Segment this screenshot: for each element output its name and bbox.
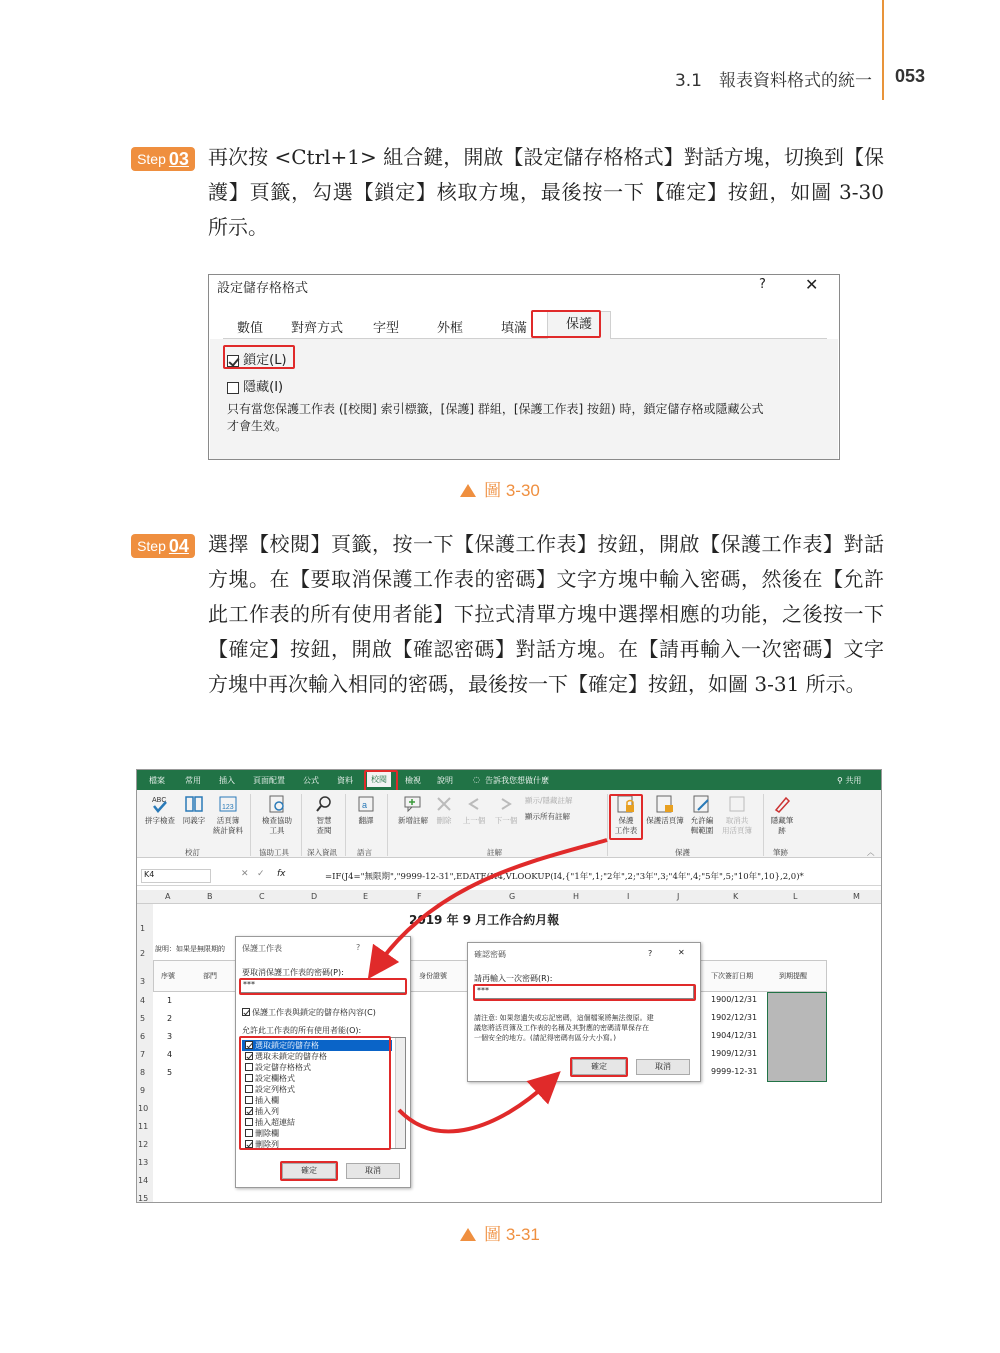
protect-contents-label: 保護工作表與鎖定的儲存格內容(C) [252, 1008, 376, 1017]
ribbon-separator [345, 794, 346, 856]
confirm-password-input[interactable]: *** [474, 985, 694, 999]
sheet-title: 2019 年 9 月工作合約月報 [409, 913, 560, 927]
header-id: 身份證號 [419, 972, 447, 980]
tab-home[interactable]: 常用 [185, 776, 201, 785]
cancel-icon[interactable]: ✕ [241, 869, 249, 879]
caution-line-3: 一個安全的地方。(請記得密碼有區分大小寫。) [474, 1034, 616, 1042]
group-protect: 保護 [675, 848, 690, 857]
note-line-1: 只有當您保護工作表 ([校閱] 索引標籤，[保護] 群組，[保護工作表] 按鈕) 時，鎖定儲存格或隱藏公式 [227, 402, 764, 416]
smart-lookup-button[interactable]: 智慧 查閱 [307, 794, 341, 836]
close-icon[interactable]: ✕ [805, 275, 819, 294]
date-5[interactable]: 9999-12-31 [711, 1067, 758, 1076]
format-cells-dialog [208, 274, 840, 460]
svg-text:a: a [362, 800, 368, 810]
tell-me-box[interactable]: 告訴我您想做什麼 [485, 776, 549, 785]
col-h[interactable]: H [573, 892, 580, 901]
tab-review[interactable]: 校閱 [367, 772, 391, 787]
lock-workbook-icon [655, 794, 675, 814]
share-button[interactable]: ⚲ 共用 [837, 776, 862, 785]
date-1[interactable]: 1900/12/31 [711, 995, 758, 1004]
check-accessibility-button[interactable]: 檢查協助 工具 [255, 794, 299, 836]
password-label: 要取消保護工作表的密碼(P): [242, 968, 344, 977]
highlight-protect-sheet [609, 794, 643, 840]
col-c[interactable]: C [259, 892, 265, 901]
seq-3[interactable]: 3 [167, 1032, 173, 1041]
protect-workbook-button[interactable]: 保護活頁簿 [645, 794, 685, 826]
dialog-tabs [223, 313, 827, 339]
protect-sheet-dialog [235, 936, 411, 1188]
highlight-protection-tab [531, 310, 601, 338]
triangle-icon [460, 484, 476, 497]
stats-icon [218, 794, 238, 814]
highlight-confirm-input [473, 984, 696, 1001]
ribbon-separator [763, 794, 764, 856]
protection-panel [210, 339, 838, 459]
step-number: 04 [168, 535, 189, 556]
row-15[interactable]: 15 [138, 1194, 149, 1203]
row-12[interactable]: 12 [138, 1140, 149, 1149]
note-line-2: 才會生效。 [227, 419, 288, 433]
highlight-locked [223, 345, 295, 369]
translate-icon [356, 794, 376, 814]
arrow-left-icon [464, 794, 484, 814]
allow-edit-ranges-button[interactable]: 允許編 輯範圍 [687, 794, 717, 836]
show-hide-comment-button[interactable]: 顯示/隱藏註解 [525, 796, 573, 805]
help-icon[interactable]: ? [356, 943, 361, 952]
spellcheck-icon [150, 794, 170, 814]
list-scrollbar[interactable] [395, 1038, 405, 1148]
arrow-to-confirm-dialog [399, 1082, 549, 1131]
group-language: 語言 [357, 848, 372, 857]
caption-text: 圖 3-30 [484, 481, 540, 500]
row-8[interactable]: 8 [140, 1068, 146, 1077]
next-comment-button[interactable]: 下一個 [491, 794, 521, 826]
search-icon [314, 794, 334, 814]
row-4[interactable]: 4 [140, 996, 146, 1005]
tab-protection[interactable]: 保護 [547, 311, 611, 339]
permission-label: 刪除列 [255, 1140, 279, 1149]
seq-1[interactable]: 1 [167, 996, 173, 1005]
seq-4[interactable]: 4 [167, 1050, 173, 1059]
row-2[interactable]: 2 [140, 949, 146, 958]
ribbon-separator [301, 794, 302, 856]
ribbon-separator [250, 794, 251, 856]
delete-icon [434, 794, 454, 814]
help-icon[interactable]: ? [648, 949, 653, 958]
header-dept: 部門 [203, 972, 217, 980]
highlight-review-tab [364, 770, 398, 792]
page-number: 053 [895, 66, 926, 86]
confirm-password-dialog [467, 942, 701, 1082]
hidden-option[interactable] [227, 376, 283, 395]
header-seq: 序號 [161, 972, 175, 980]
tab-view[interactable]: 檢視 [405, 776, 421, 785]
tab-data[interactable]: 資料 [337, 776, 353, 785]
tab-page-layout[interactable]: 頁面配置 [253, 776, 285, 785]
caution-line-1: 請注意: 如果您遺失或忘記密碼，這個檔案將無法復原。建 [474, 1014, 654, 1022]
group-accessibility: 協助工具 [259, 848, 289, 857]
triangle-icon [460, 1228, 476, 1241]
step-04-text: 選擇【校閱】頁籤，按一下【保護工作表】按鈕，開啟【保護工作表】對話方塊。在【要取消保護工作表的密碼】文字方塊中輸入密碼，然後在【允許此工作表的所有使用者能】下拉式清單方塊中選擇相應的功能，之後按一下【確定】按鈕，開啟【確認密碼】對話方塊。在【請再輸入一次密碼】文字方塊中再次輸入相同的密碼，最後按一下【確定】按鈕，如圖 3-31 所示。 [208, 532, 884, 696]
running-header: 3.1 報表資料格式的統一 [674, 71, 872, 91]
tab-formulas[interactable]: 公式 [303, 776, 319, 785]
date-4[interactable]: 1909/12/31 [711, 1049, 758, 1058]
comment-add-icon [403, 794, 423, 814]
protect-contents-option[interactable] [242, 1007, 376, 1018]
col-e[interactable]: E [363, 892, 369, 901]
tab-font[interactable]: 字型 [373, 321, 400, 336]
page-divider [882, 0, 884, 100]
workbook-stats-button[interactable]: 123 活頁簿 統計資料 [211, 794, 245, 836]
sheet-note: 說明：如果是無限期的 [155, 945, 225, 953]
row-5[interactable]: 5 [140, 1014, 146, 1023]
row-7[interactable]: 7 [140, 1050, 146, 1059]
seq-2[interactable]: 2 [167, 1014, 173, 1023]
ribbon-tab-bar [137, 770, 882, 790]
step-number: 03 [168, 148, 189, 169]
dialog-title: 確認密碼 [474, 950, 506, 959]
name-box[interactable]: K4 [141, 869, 211, 883]
step-03-badge [131, 147, 195, 171]
col-j[interactable]: J [677, 892, 680, 901]
remind-column[interactable] [767, 992, 827, 1082]
formula-input[interactable]: =IF(J4="無限期","9999-12-31",EDATE(H4,VLOOKUP(I4,{"1年",1;"2年",2;"3年",3;"4年",4;"5年",5;"10年",10},2,0)* [325, 872, 804, 882]
unshare-icon [727, 794, 747, 814]
share-label: 共用 [845, 776, 862, 785]
confirm-label: 請再輸入一次密碼(R): [474, 974, 553, 983]
protection-note [227, 401, 827, 435]
tab-insert[interactable]: 插入 [219, 776, 235, 785]
col-d[interactable]: D [311, 892, 318, 901]
excel-window [136, 769, 882, 1203]
dialog-title: 設定儲存格格式 [217, 281, 309, 296]
book-icon [184, 794, 204, 814]
protect-sheet-button[interactable]: 保護 工作表 [611, 794, 641, 836]
row-14[interactable]: 14 [138, 1176, 149, 1185]
permission-label: 插入列 [255, 1107, 279, 1116]
permission-label: 選取未鎖定的儲存格 [255, 1052, 327, 1061]
caution-line-2: 議您將活頁簿及工作表的名稱及其對應的密碼清單保存在 [474, 1024, 649, 1032]
enter-icon[interactable]: ✓ [257, 869, 265, 879]
group-proofing: 校訂 [185, 848, 200, 857]
svg-text:123: 123 [222, 804, 234, 811]
row-headers [137, 904, 153, 1203]
permission-label: 設定儲存格格式 [255, 1063, 311, 1072]
ribbon-separator [387, 794, 388, 856]
dialog-title: 保護工作表 [242, 944, 282, 953]
figure-caption-3-30 [0, 476, 1000, 501]
column-headers [137, 890, 882, 904]
permission-label: 設定欄格式 [255, 1074, 295, 1083]
row-9[interactable]: 9 [140, 1086, 146, 1095]
step-04-badge [131, 534, 195, 558]
highlight-ok [280, 1161, 338, 1181]
header-next-date: 下次簽訂日期 [711, 972, 753, 980]
ribbon [137, 790, 882, 858]
ok-button[interactable]: 確定 [282, 1163, 336, 1179]
group-insights: 深入資訊 [307, 848, 337, 857]
spelling-button[interactable]: ABC 拼字檢查 [143, 794, 177, 826]
col-l[interactable]: L [793, 892, 798, 901]
locked-label: 鎖定(L) [243, 353, 287, 368]
highlight-confirm-ok [570, 1057, 628, 1077]
ok-button[interactable]: 確定 [572, 1059, 626, 1075]
collapse-ribbon-icon[interactable]: ︿ [867, 848, 875, 857]
hide-ink-button[interactable]: 隱藏筆 跡 [767, 794, 797, 836]
delete-comment-button[interactable]: 刪除 [433, 794, 455, 826]
password-input[interactable]: *** [240, 979, 406, 993]
col-b[interactable]: B [207, 892, 213, 901]
col-g[interactable]: G [509, 892, 516, 901]
caution-text [474, 1013, 698, 1043]
tab-help[interactable]: 說明 [437, 776, 453, 785]
allow-label: 允許此工作表的所有使用者能(O): [242, 1026, 362, 1035]
protect-contents-checkbox[interactable] [242, 1008, 250, 1016]
cancel-button[interactable]: 取消 [636, 1059, 690, 1075]
arrow-right-icon [496, 794, 516, 814]
row-13[interactable]: 13 [138, 1158, 149, 1167]
row-10[interactable]: 10 [138, 1104, 149, 1113]
hidden-label: 隱藏(I) [243, 380, 284, 395]
help-icon[interactable]: ? [759, 277, 766, 292]
dialog-titlebar [209, 275, 839, 295]
group-ink: 筆跡 [773, 848, 788, 857]
tab-border[interactable]: 外框 [437, 321, 464, 336]
permission-label: 設定列格式 [255, 1085, 295, 1094]
tab-alignment[interactable]: 對齊方式 [291, 321, 344, 336]
svg-text:ABC: ABC [152, 797, 167, 804]
caption-text: 圖 3-31 [484, 1225, 540, 1244]
pencil-icon [692, 794, 712, 814]
accessibility-icon [267, 794, 287, 814]
seq-5[interactable]: 5 [167, 1068, 173, 1077]
row-1[interactable]: 1 [140, 924, 146, 933]
permission-label: 插入超連結 [255, 1118, 295, 1127]
fx-icon[interactable]: fx [277, 869, 286, 879]
translate-button[interactable]: a 翻譯 [349, 794, 383, 826]
new-comment-button[interactable]: 新增註解 [393, 794, 433, 826]
row-3[interactable]: 3 [140, 977, 146, 986]
thesaurus-button[interactable]: 同義字 [179, 794, 209, 826]
hidden-checkbox[interactable] [227, 382, 239, 394]
ink-icon [772, 794, 792, 814]
col-a[interactable]: A [165, 892, 171, 901]
col-m[interactable]: M [853, 892, 860, 901]
col-i[interactable]: I [627, 892, 630, 901]
row-11[interactable]: 11 [138, 1122, 149, 1131]
permission-label: 選取鎖定的儲存格 [255, 1041, 319, 1050]
unshare-workbook-button[interactable]: 取消共 用活頁簿 [719, 794, 755, 836]
group-comments: 註解 [487, 848, 502, 857]
tab-file[interactable]: 檔案 [149, 776, 165, 785]
permission-label: 刪除欄 [255, 1129, 279, 1138]
ribbon-separator [607, 794, 608, 856]
row-6[interactable]: 6 [140, 1032, 146, 1041]
step-word: Step [137, 151, 166, 167]
header-remind: 到期提醒 [779, 972, 807, 980]
close-icon[interactable]: ✕ [678, 948, 685, 957]
tab-fill[interactable]: 填滿 [501, 321, 528, 336]
date-2[interactable]: 1902/12/31 [711, 1013, 758, 1022]
formula-bar [137, 866, 882, 886]
highlight-password [239, 978, 407, 995]
col-k[interactable]: K [733, 892, 739, 901]
step-03-text: 再次按 <Ctrl+1> 組合鍵，開啟【設定儲存格格式】對話方塊，切換到【保護】頁籤，勾選【鎖定】核取方塊，最後按一下【確定】按鈕，如圖 3-30 所示。 [208, 145, 884, 239]
date-3[interactable]: 1904/12/31 [711, 1031, 758, 1040]
highlight-permissions [239, 1036, 391, 1150]
col-f[interactable]: F [417, 892, 422, 901]
tab-number[interactable]: 數值 [237, 321, 264, 336]
permission-label: 插入欄 [255, 1096, 279, 1105]
show-all-comments-button[interactable]: 顯示所有註解 [525, 812, 570, 821]
figure-caption-3-31 [0, 1220, 1000, 1245]
previous-comment-button[interactable]: 上一個 [459, 794, 489, 826]
cancel-button[interactable]: 取消 [346, 1163, 400, 1179]
lightbulb-icon: ◌ [473, 775, 480, 784]
step-word: Step [137, 538, 166, 554]
